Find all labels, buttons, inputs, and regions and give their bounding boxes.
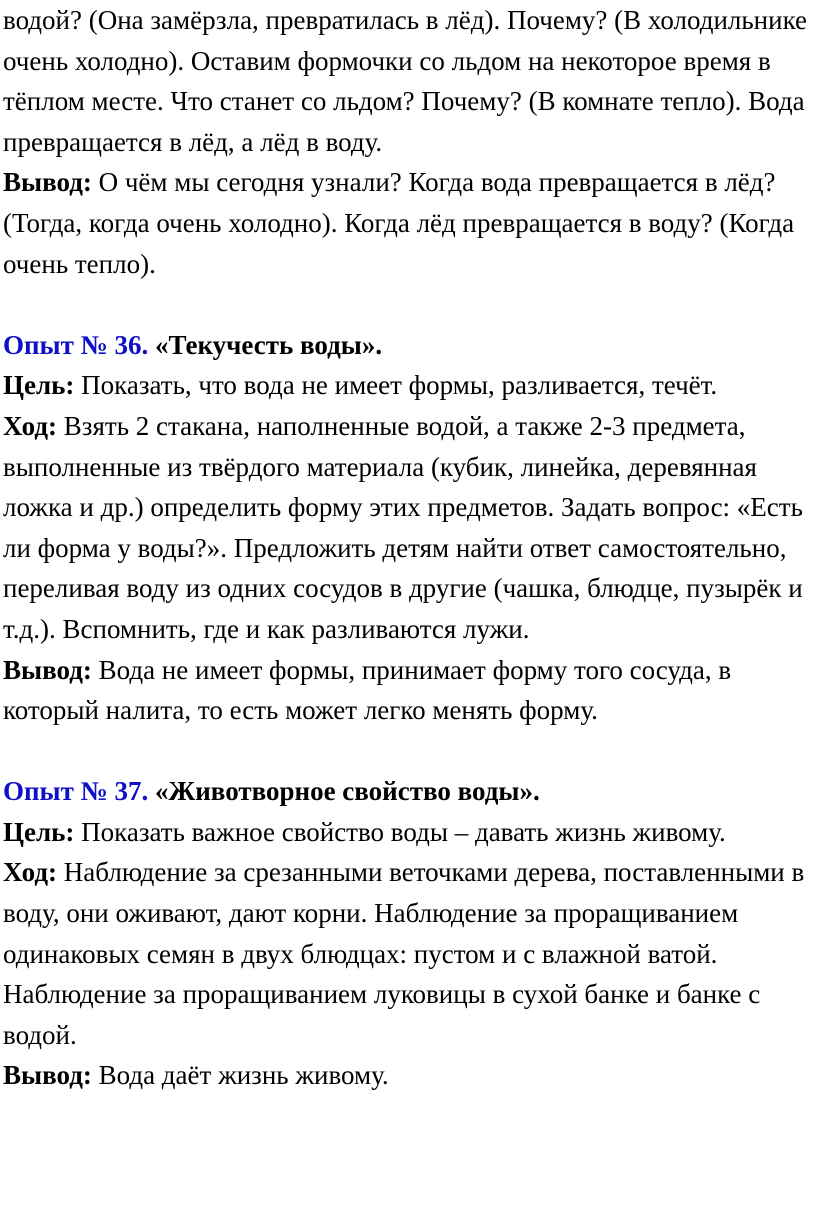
conclusion-text: О чём мы сегодня узнали? Когда вода превращается в лёд? (Тогда, когда очень холодно). Когда лёд превращается в воду? (Когда очень тепло). [3,167,795,279]
process-label: Ход: [3,410,58,441]
experiment-36-heading [3,325,813,366]
experiment-37-conclusion [3,1055,813,1096]
experiment-36-number: Опыт № 36. [3,329,149,360]
section-spacer [3,731,813,772]
experiment-36-conclusion [3,650,813,731]
conclusion-label: Вывод: [3,1060,92,1091]
experiment-37-title: «Животворное свойство воды». [148,776,540,807]
process-text: Наблюдение за срезанными веточками дерева, поставленными в воду, они оживают, дают корни. Наблюдение за проращиванием одинаковых семян в двух блюдцах: пустом и с влажной ватой. Наблюдение за проращиванием луковицы в сухой банке и банке с водой. [3,857,805,1050]
intro-paragraph [3,0,813,162]
intro-text: водой? (Она замёрзла, превратилась в лёд). Почему? (В холодильнике очень холодно). Оставим формочки со льдом на некоторое время в тёплом месте. Что станет со льдом? Почему? (В комнате тепло). Вода превращается в лёд, а лёд в воду. [3,5,808,157]
process-text: Взять 2 стакана, наполненные водой, а также 2-3 предмета, выполненные из твёрдого материала (кубик, линейка, деревянная ложка и др.) определить форму этих предметов. Задать вопрос: «Есть ли форма у воды?». Предложить детям найти ответ самостоятельно, переливая воду из одних сосудов в другие (чашка, блюдце, пузырёк и т.д.). Вспомнить, где и как разливаются лужи. [3,410,803,644]
experiment-37-number: Опыт № 37. [3,776,149,807]
experiment-36-goal [3,365,813,406]
conclusion-label: Вывод: [3,167,92,198]
goal-text: Показать важное свойство воды – давать жизнь живому. [74,816,726,847]
experiment-37-goal [3,812,813,853]
experiment-36-process [3,406,813,650]
intro-conclusion [3,162,813,284]
goal-label: Цель: [3,816,75,847]
conclusion-text: Вода даёт жизнь живому. [91,1060,389,1091]
process-label: Ход: [3,857,58,888]
section-spacer [3,284,813,325]
experiment-36-title: «Текучесть воды». [148,329,383,360]
experiment-37-heading [3,771,813,812]
goal-text: Показать, что вода не имеет формы, разливается, течёт. [74,370,718,401]
conclusion-text: Вода не имеет формы, принимает форму того сосуда, в который налита, то есть может легко менять форму. [3,654,732,726]
goal-label: Цель: [3,370,75,401]
experiment-37-process [3,852,813,1055]
conclusion-label: Вывод: [3,654,92,685]
document-page [3,0,813,1096]
